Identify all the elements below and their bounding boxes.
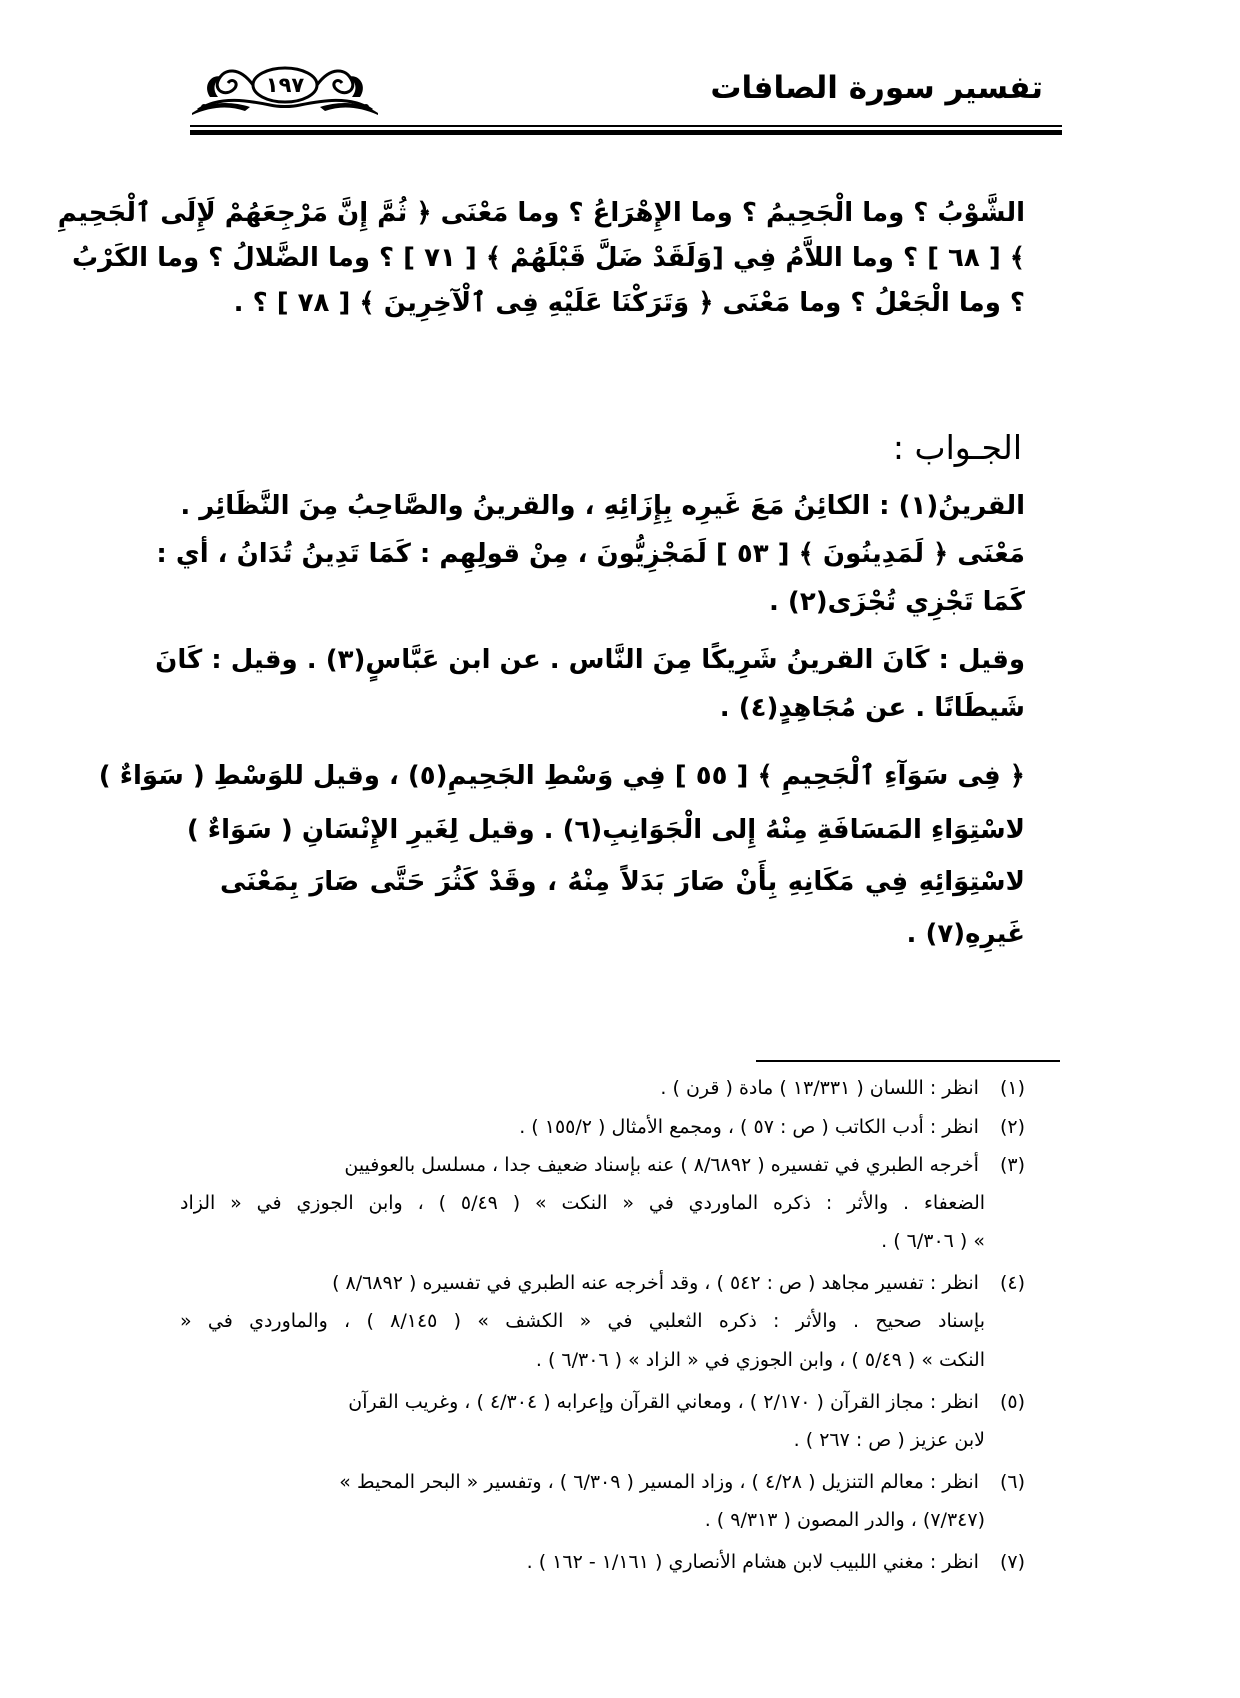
- footnote-number: (٣): [999, 1154, 1025, 1176]
- answer-line-6: ﴿ فِى سَوَآءِ ٱلْجَحِيمِ ﴾ [ ٥٥ ] فِي وَسْطِ الجَحِيمِ(٥) ، وقيل للوَسْطِ ( سَوَاءٌ ): [98, 761, 1025, 791]
- header-rule-top: [190, 125, 1062, 127]
- footnote-text: انظر : معالم التنزيل ( ٤/٢٨ ) ، وزاد المسير ( ٦/٣٠٩ ) ، وتفسير « البحر المحيط »: [339, 1471, 979, 1493]
- answer-line-9: غَيرِهِ(٧) .: [906, 919, 1025, 949]
- footnote-3: [180, 1150, 1025, 1182]
- footnote-6: [180, 1467, 1025, 1499]
- footnote-text: انظر : مغني اللبيب لابن هشام الأنصاري ( ١/١٦١ - ١٦٢ ) .: [526, 1551, 979, 1573]
- footnote-text: انظر : مجاز القرآن ( ٢/١٧٠ ) ، ومعاني القرآن وإعرابه ( ٤/٣٠٤ ) ، وغريب القرآن: [348, 1391, 979, 1413]
- footnote-2: [180, 1112, 1025, 1144]
- footnote-number: (٦): [999, 1471, 1025, 1493]
- running-title: تفسير سورة الصافات: [710, 70, 1043, 106]
- footnote-text: انظر : تفسير مجاهد ( ص : ٥٤٢ ) ، وقد أخرجه عنه الطبري في تفسيره ( ٨/٦٨٩٢ ): [332, 1272, 979, 1294]
- footnote-4-line-3: النكت » ( ٥/٤٩ ) ، وابن الجوزي في « الزاد » ( ٦/٣٠٦ ) .: [535, 1349, 985, 1371]
- footnote-7: [180, 1547, 1025, 1579]
- answer-line-5: شَيطَانًا . عن مُجَاهِدٍ(٤) .: [719, 693, 1025, 723]
- footnote-number: (٥): [999, 1391, 1025, 1413]
- footnote-separator: [756, 1060, 1060, 1062]
- footnote-4: [180, 1268, 1025, 1300]
- footnote-number: (٤): [999, 1272, 1025, 1294]
- question-line-1: الشَّوْبُ ؟ وما الْجَحِيمُ ؟ وما الإِهْرَاعُ ؟ وما مَعْنَى ﴿ ثُمَّ إِنَّ مَرْجِعَهُمْ لَإِلَى ٱلْجَحِيمِ: [57, 198, 1025, 228]
- header-rule-bottom: [190, 130, 1062, 135]
- page-number: ١٩٧: [265, 73, 305, 97]
- footnote-3-line-2: الضعفاء . والأثر : ذكره الماوردي في « النكت » ( ٥/٤٩ ) ، وابن الجوزي في « الزاد: [180, 1192, 986, 1214]
- answer-line-1: القرينُ(١) : الكائِنُ مَعَ غَيرِه بِإِزَائِهِ ، والقرينُ والصَّاحِبُ مِنَ النَّظَائِر .: [180, 491, 1025, 521]
- answer-line-2: مَعْنَى ﴿ لَمَدِينُونَ ﴾ [ ٥٣ ] لَمَجْزِيُّونَ ، مِنْ قولِهِم : كَمَا تَدِينُ تُدَانُ ، أي :: [156, 539, 1025, 569]
- question-line-2: ﴾ [ ٦٨ ] ؟ وما اللاَّمُ فِي [وَلَقَدْ ضَلَّ قَبْلَهُمْ ﴾ [ ٧١ ] ؟ وما الضَّلالُ ؟ وما الكَرْبُ: [71, 243, 1025, 273]
- footnote-6-line-2: (٧/٣٤٧) ، والدر المصون ( ٩/٣١٣ ) .: [704, 1509, 985, 1531]
- footnote-text: انظر : أدب الكاتب ( ص : ٥٧ ) ، ومجمع الأمثال ( ١٥٥/٢ ) .: [519, 1116, 979, 1138]
- footnote-number: (١): [999, 1077, 1025, 1099]
- answer-line-8: لاسْتِوَائِهِ فِي مَكَانِهِ بِأَنْ صَارَ بَدَلاً مِنْهُ ، وقَدْ كَثُرَ حَتَّى صَارَ بِمَعْنَى: [220, 867, 1025, 897]
- footnote-text: أخرجه الطبري في تفسيره ( ٨/٦٨٩٢ ) عنه بإسناد ضعيف جدا ، مسلسل بالعوفيين: [344, 1154, 979, 1176]
- footnote-number: (٧): [999, 1551, 1025, 1573]
- footnote-number: (٢): [999, 1116, 1025, 1138]
- footnote-5: [180, 1387, 1025, 1419]
- answer-heading: الجـواب :: [892, 428, 1022, 467]
- footnote-1: [180, 1073, 1025, 1105]
- footnote-text: انظر : اللسان ( ١٣/٣٣١ ) مادة ( قرن ) .: [660, 1077, 979, 1099]
- footnote-3-line-3: » ( ٦/٣٠٦ ) .: [881, 1230, 985, 1252]
- answer-line-3: كَمَا تَجْزِي تُجْزَى(٢) .: [769, 587, 1025, 617]
- answer-line-4: وقيل : كَانَ القرينُ شَرِيكًا مِنَ النَّاس . عن ابن عَبَّاسٍ(٣) . وقيل : كَانَ: [155, 645, 1025, 675]
- answer-line-7: لاسْتِوَاءِ المَسَافَةِ مِنْهُ إِلى الْجَوَانِبِ(٦) . وقيل لِغَيرِ الإِنْسَانِ ( سَوَاءٌ ): [186, 815, 1025, 845]
- question-line-3: ؟ وما الْجَعْلُ ؟ وما مَعْنَى ﴿ وَتَرَكْنَا عَلَيْهِ فِى ٱلْآخِرِينَ ﴾ [ ٧٨ ] ؟ .: [233, 288, 1025, 318]
- footnote-4-line-2: بإسناد صحيح . والأثر : ذكره الثعلبي في « الكشف » ( ٨/١٤٥ ) ، والماوردي في «: [180, 1310, 985, 1332]
- footnote-5-line-2: لابن عزيز ( ص : ٢٦٧ ) .: [793, 1429, 985, 1451]
